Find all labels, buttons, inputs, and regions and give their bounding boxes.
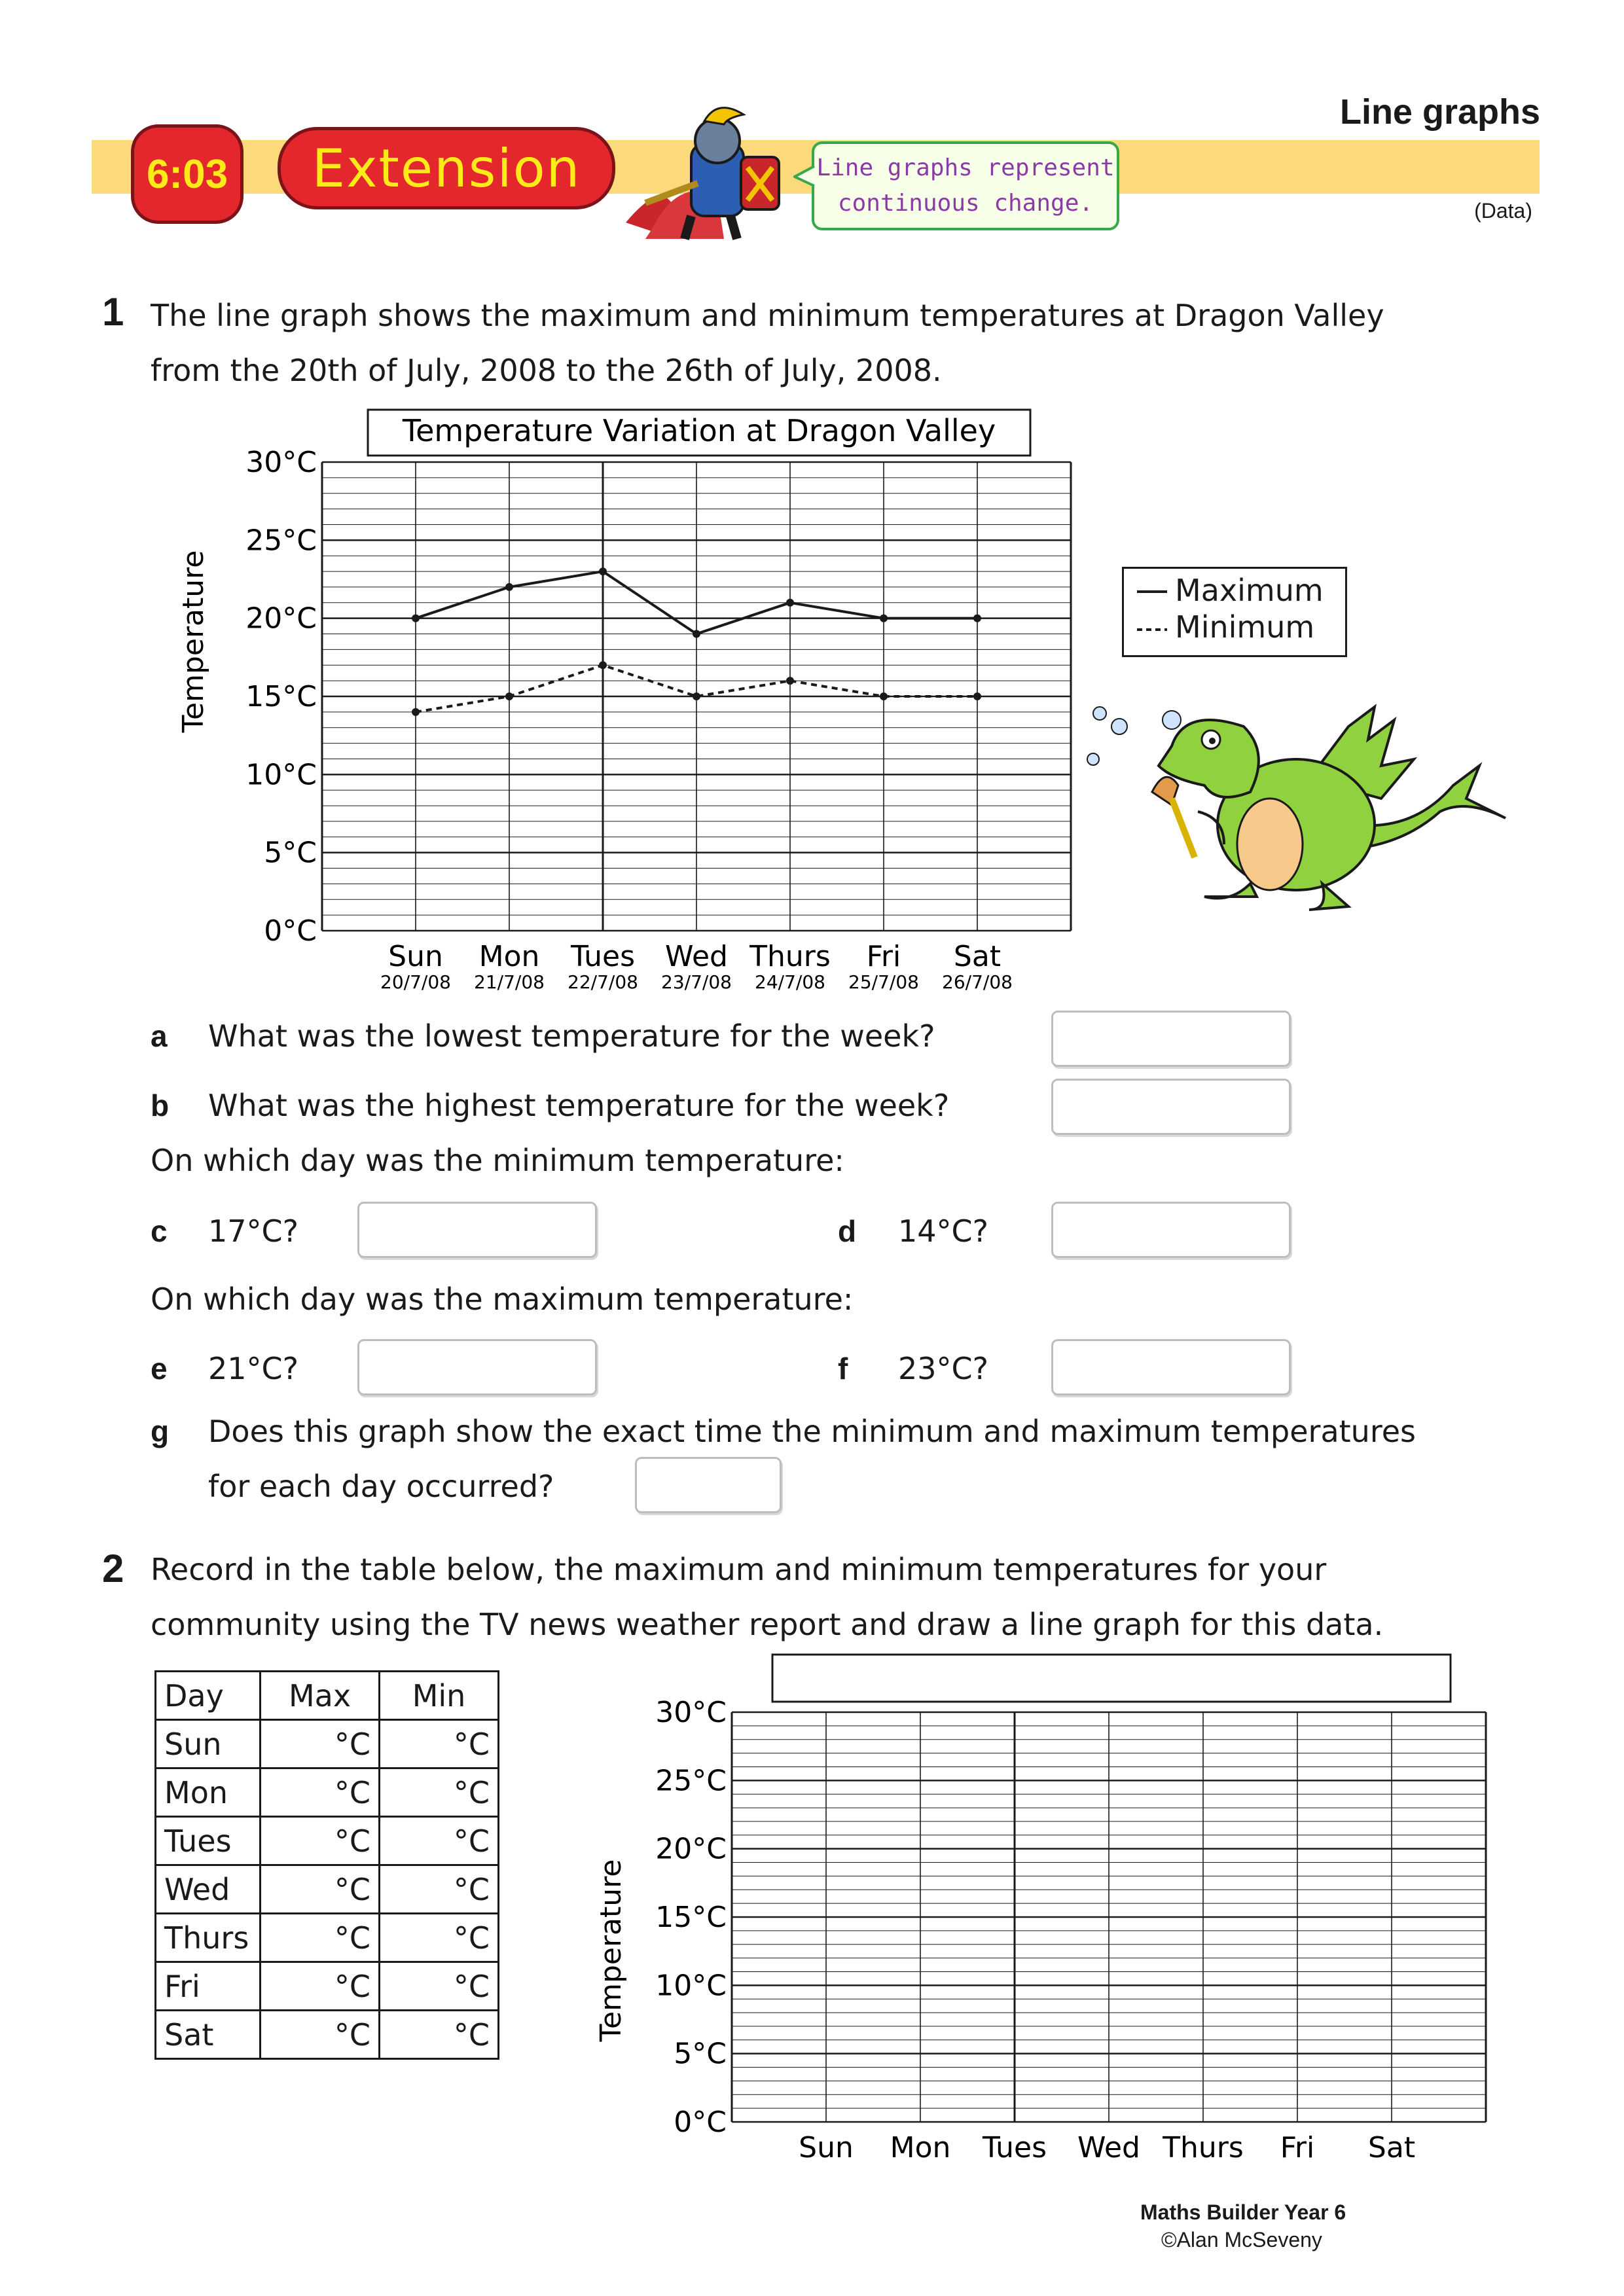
y-tick-label: 5°C [674, 2037, 727, 2071]
question-2-text [151, 1542, 1383, 1652]
part-a-label: a [151, 1019, 168, 1053]
part-e-text: 21°C? [208, 1351, 299, 1386]
part-f-label: f [838, 1352, 848, 1386]
table-temp-cell[interactable]: °C [380, 1914, 499, 1962]
table-temp-cell[interactable]: °C [380, 1720, 499, 1768]
strand-label: (Data) [1474, 199, 1532, 223]
table-temp-cell[interactable]: °C [261, 2011, 380, 2059]
blank-temperature-chart [589, 1649, 1506, 2173]
y-axis-label: Temperature [177, 550, 210, 733]
chart-legend [1122, 567, 1347, 657]
table-day-cell: Sat [156, 2011, 261, 2059]
table-row [156, 1914, 499, 1962]
chart-title: Temperature Variation at Dragon Valley [402, 413, 996, 448]
data-point-maximum [693, 630, 700, 638]
y-tick-label: 0°C [264, 914, 317, 948]
table-temp-cell[interactable]: °C [261, 1817, 380, 1865]
x-tick-label: Sun [799, 2131, 854, 2164]
blank-y-axis-label: Temperature [594, 1859, 628, 2042]
footer-copyright: ©Alan McSeveny [1161, 2228, 1322, 2251]
y-tick-label: 25°C [245, 524, 317, 558]
part-f-text: 23°C? [898, 1351, 989, 1386]
x-date-label: 24/7/08 [755, 971, 825, 993]
x-date-label: 26/7/08 [942, 971, 1013, 993]
y-tick-label: 15°C [245, 680, 317, 713]
data-point-maximum [505, 583, 513, 591]
blank-chart-title-box[interactable] [772, 1655, 1451, 1702]
x-tick-label: Wed [1077, 2131, 1140, 2164]
table-row [156, 1768, 499, 1817]
data-point-maximum [973, 615, 981, 622]
part-b-text: What was the highest temperature for the week? [208, 1088, 950, 1123]
part-b-label: b [151, 1088, 170, 1122]
y-tick-label: 20°C [655, 1832, 727, 1866]
temperature-chart [131, 393, 1087, 1001]
y-tick-label: 5°C [264, 836, 317, 870]
data-point-minimum [786, 677, 794, 685]
tip-callout-line1: Line graphs represent [816, 154, 1115, 181]
footer-book-title: Maths Builder Year 6 [1140, 2200, 1346, 2224]
part-g-line2: for each day occurred? [208, 1469, 554, 1504]
x-date-label: 21/7/08 [474, 971, 545, 993]
x-date-label: 20/7/08 [380, 971, 451, 993]
x-tick-label: Mon [478, 940, 540, 973]
part-d-text: 14°C? [898, 1213, 989, 1249]
table-day-cell: Tues [156, 1817, 261, 1865]
question-1-line2: from the 20th of July, 2008 to the 26th of July, 2008. [151, 353, 942, 388]
table-day-cell: Sun [156, 1720, 261, 1768]
dragon-illustration [1074, 687, 1519, 923]
x-tick-label: Tues [570, 940, 636, 973]
x-tick-label: Sat [953, 940, 1001, 973]
part-e-label: e [151, 1352, 168, 1386]
question-2-line1: Record in the table below, the maximum and minimum temperatures for your [151, 1552, 1327, 1587]
x-tick-label: Sat [1367, 2131, 1416, 2164]
x-tick-label: Thurs [1163, 2131, 1244, 2164]
answer-box-c[interactable] [357, 1202, 597, 1258]
maximum-prompt: On which day was the maximum temperature: [151, 1282, 854, 1317]
table-row [156, 1865, 499, 1914]
x-tick-label: Fri [1280, 2131, 1315, 2164]
part-a-text: What was the lowest temperature for the week? [208, 1018, 935, 1054]
table-row [156, 1817, 499, 1865]
table-header-cell: Max [261, 1672, 380, 1720]
data-point-minimum [693, 692, 700, 700]
tip-callout [812, 141, 1119, 230]
y-tick-label: 20°C [245, 601, 317, 636]
table-temp-cell[interactable]: °C [261, 1962, 380, 2011]
y-tick-label: 15°C [655, 1901, 727, 1934]
answer-box-g[interactable] [635, 1457, 782, 1513]
table-temp-cell[interactable]: °C [380, 1962, 499, 2011]
answer-box-b[interactable] [1051, 1079, 1291, 1135]
table-temp-cell[interactable]: °C [261, 1720, 380, 1768]
x-tick-label: Mon [890, 2131, 951, 2164]
table-temp-cell[interactable]: °C [380, 2011, 499, 2059]
record-table [154, 1670, 499, 2060]
table-temp-cell[interactable]: °C [261, 1914, 380, 1962]
tip-callout-line2: continuous change. [837, 190, 1094, 217]
legend-solid-line [1137, 588, 1167, 595]
topic-title: Line graphs [1339, 92, 1540, 132]
x-tick-label: Wed [665, 940, 728, 973]
data-point-minimum [599, 661, 607, 669]
x-date-label: 23/7/08 [661, 971, 732, 993]
extension-badge: Extension [278, 127, 615, 209]
legend-dashed-line [1137, 626, 1167, 633]
question-1-line1: The line graph shows the maximum and minimum temperatures at Dragon Valley [151, 298, 1384, 333]
table-header-cell: Day [156, 1672, 261, 1720]
table-row [156, 2011, 499, 2059]
data-point-maximum [412, 615, 420, 622]
y-tick-label: 10°C [655, 1969, 727, 2003]
data-point-maximum [786, 599, 794, 607]
table-temp-cell[interactable]: °C [261, 1768, 380, 1817]
table-temp-cell[interactable]: °C [380, 1768, 499, 1817]
x-tick-label: Tues [982, 2131, 1047, 2164]
knight-illustration [619, 105, 816, 242]
table-day-cell: Mon [156, 1768, 261, 1817]
part-g-line1: Does this graph show the exact time the minimum and maximum temperatures [208, 1414, 1416, 1449]
y-tick-label: 0°C [674, 2106, 727, 2139]
y-tick-label: 30°C [655, 1696, 727, 1729]
data-point-minimum [412, 708, 420, 716]
answer-box-d[interactable] [1051, 1202, 1291, 1258]
question-2-number: 2 [102, 1547, 124, 1590]
table-header-row [156, 1672, 499, 1720]
part-c-label: c [151, 1214, 168, 1248]
data-point-maximum [880, 615, 888, 622]
data-point-maximum [599, 567, 607, 575]
data-point-minimum [505, 692, 513, 700]
callout-pointer [793, 164, 816, 190]
legend-minimum: Minimum [1175, 609, 1315, 645]
answer-box-f[interactable] [1051, 1339, 1291, 1395]
data-point-minimum [880, 692, 888, 700]
question-2-line2: community using the TV news weather report and draw a line graph for this data. [151, 1607, 1384, 1642]
y-tick-label: 30°C [245, 446, 317, 479]
x-date-label: 22/7/08 [568, 971, 638, 993]
table-day-cell: Thurs [156, 1914, 261, 1962]
section-code-badge: 6:03 [131, 124, 244, 224]
x-tick-label: Fri [866, 940, 901, 973]
data-point-minimum [973, 692, 981, 700]
table-temp-cell[interactable]: °C [261, 1865, 380, 1914]
table-row [156, 1962, 499, 2011]
question-1-number: 1 [102, 290, 124, 334]
part-g-label: g [151, 1414, 170, 1448]
minimum-prompt: On which day was the minimum temperature: [151, 1143, 844, 1178]
table-temp-cell[interactable]: °C [380, 1865, 499, 1914]
x-date-label: 25/7/08 [848, 971, 919, 993]
table-temp-cell[interactable]: °C [380, 1817, 499, 1865]
part-c-text: 17°C? [208, 1213, 299, 1249]
x-tick-label: Sun [388, 940, 443, 973]
answer-box-a[interactable] [1051, 1011, 1291, 1067]
table-header-cell: Min [380, 1672, 499, 1720]
table-day-cell: Fri [156, 1962, 261, 2011]
question-1-text [151, 288, 1384, 398]
part-d-label: d [838, 1214, 857, 1248]
table-day-cell: Wed [156, 1865, 261, 1914]
x-tick-label: Thurs [749, 940, 831, 973]
answer-box-e[interactable] [357, 1339, 597, 1395]
legend-maximum: Maximum [1175, 573, 1324, 608]
y-tick-label: 25°C [655, 1764, 727, 1798]
table-row [156, 1720, 499, 1768]
y-tick-label: 10°C [245, 758, 317, 792]
